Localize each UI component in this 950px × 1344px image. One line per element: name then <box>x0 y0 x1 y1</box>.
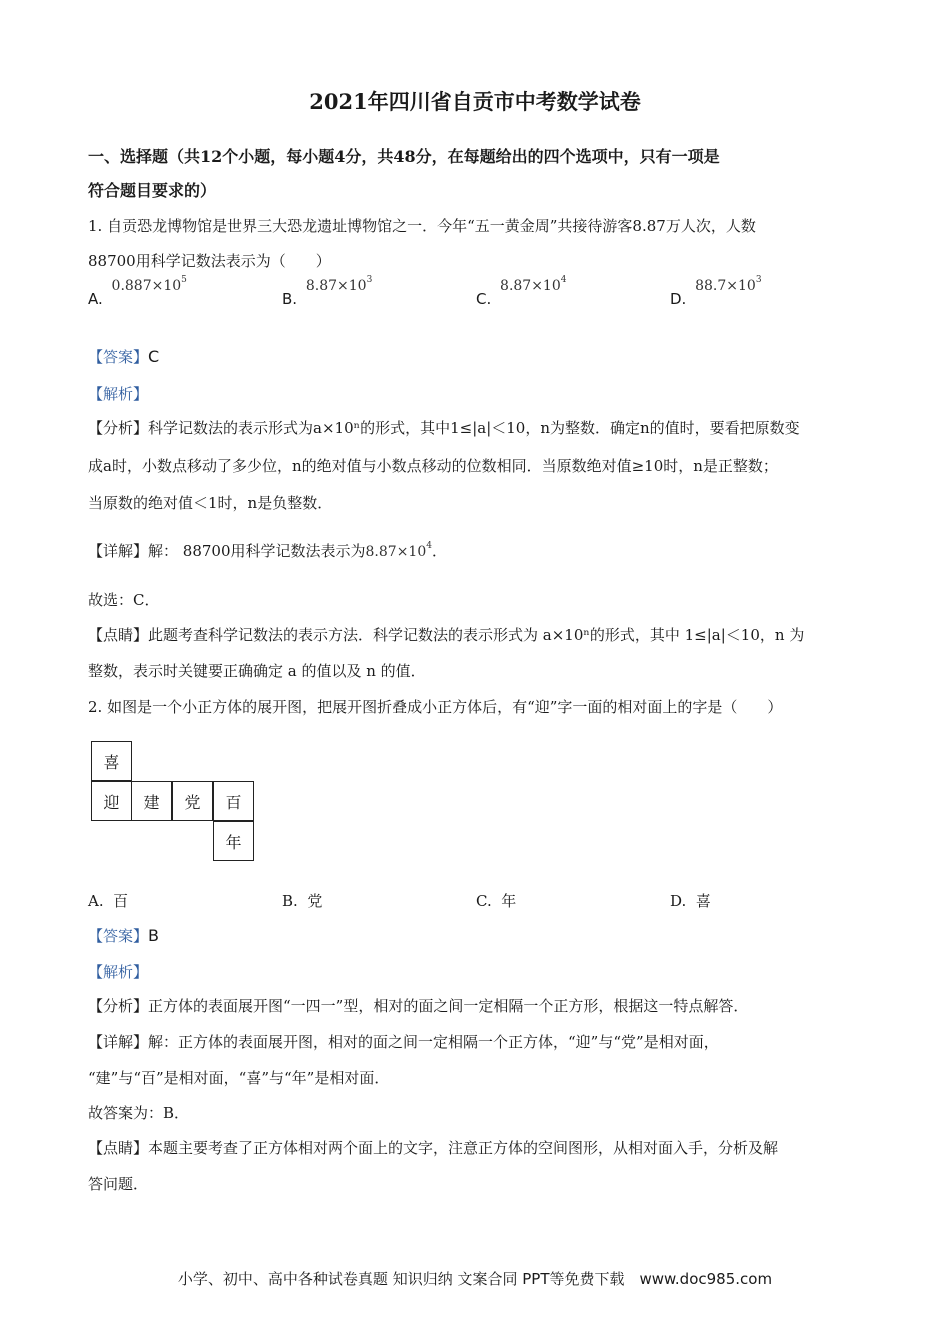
q1-choose: 故选：C． <box>88 591 160 609</box>
q2-detail-line1: 【详解】解：正方体的表面展开图，相对的面之间一定相隔一个正方体，“迎”与“党”是相对面， <box>88 1033 719 1051</box>
q1-detail: 【详解】解： 88700用科学记数法表示为$8.87\times 10^4$． <box>88 541 447 560</box>
q1-option-c: C. $8.87\times 10^4$ <box>476 275 567 308</box>
q1-answer: 【答案】C <box>88 347 160 366</box>
q1-dianjing-line2: 整数，表示时关键要正确确定 a 的值以及 n 的值． <box>88 662 426 680</box>
q2-answer: 【答案】B <box>88 926 159 945</box>
section-heading-line2: 符合题目要求的） <box>88 181 217 200</box>
page-footer: 小学、初中、高中各种试卷真题 知识归纳 文案合同 PPT等免费下载 www.doc985.com <box>177 1270 773 1288</box>
q2-detail-line2: “建”与“百”是相对面，“喜”与“年”是相对面． <box>88 1069 390 1087</box>
net-cell-jian: 建 <box>131 781 172 821</box>
q1-fenxi-line1: 【分析】科学记数法的表示形式为a×10ⁿ的形式，其中1≤|a|＜10，n为整数．确定n的值时，要看把原数变 <box>88 419 800 437</box>
q1-fenxi-line2: 成a时，小数点移动了多少位，n的绝对值与小数点移动的位数相同．当原数绝对值≥10时，n是正整数； <box>88 457 778 475</box>
q2-dianjing-line1: 【点睛】本题主要考查了正方体相对两个面上的文字，注意正方体的空间图形，从相对面入手，分析及解 <box>88 1139 779 1157</box>
q1-fenxi-line3: 当原数的绝对值＜1时，n是负整数． <box>88 494 333 512</box>
q1-option-b: B. $8.87\times 10^3$ <box>282 275 373 308</box>
q2-option-a: A. 百 <box>88 892 129 910</box>
q1-analysis-tag: 【解析】 <box>88 385 149 403</box>
q1-stem-line2: 88700用科学记数法表示为（ ） <box>88 252 331 270</box>
net-cell-dang: 党 <box>172 781 213 821</box>
q2-option-c: C. 年 <box>476 892 517 910</box>
section-heading-line1: 一、选择题（共12个小题，每小题4分，共48分，在每题给出的四个选项中，只有一项是 <box>88 147 720 166</box>
q2-dianjing-line2: 答问题． <box>88 1175 149 1193</box>
net-cell-bai: 百 <box>213 781 254 821</box>
net-cell-ying: 迎 <box>91 781 132 821</box>
q2-stem: 2. 如图是一个小正方体的展开图，把展开图折叠成小正方体后，有“迎”字一面的相对面上的字是（ ） <box>88 698 783 716</box>
q1-dianjing-line1: 【点睛】此题考查科学记数法的表示方法．科学记数法的表示形式为 a×10ⁿ的形式，其中 1≤|a|＜10，n 为 <box>88 626 805 644</box>
page-title: 2021年四川省自贡市中考数学试卷 <box>309 89 641 114</box>
q1-option-a: A. $0.887\times 10^5$ <box>88 275 187 308</box>
q2-fenxi: 【分析】正方体的表面展开图“一四一”型，相对的面之间一定相隔一个正方形，根据这一特点解答． <box>88 997 749 1015</box>
q1-option-d: D. $88.7\times 10^3$ <box>670 275 762 308</box>
net-cell-xi: 喜 <box>91 741 132 781</box>
q2-option-d: D. 喜 <box>670 892 711 910</box>
net-cell-nian: 年 <box>213 821 254 861</box>
q2-option-b: B. 党 <box>282 892 323 910</box>
q2-choose: 故答案为：B． <box>88 1104 190 1122</box>
q1-stem-line1: 1. 自贡恐龙博物馆是世界三大恐龙遗址博物馆之一．今年“五一黄金周”共接待游客8.87万人次，人数 <box>88 217 756 235</box>
q2-analysis-tag: 【解析】 <box>88 963 149 981</box>
